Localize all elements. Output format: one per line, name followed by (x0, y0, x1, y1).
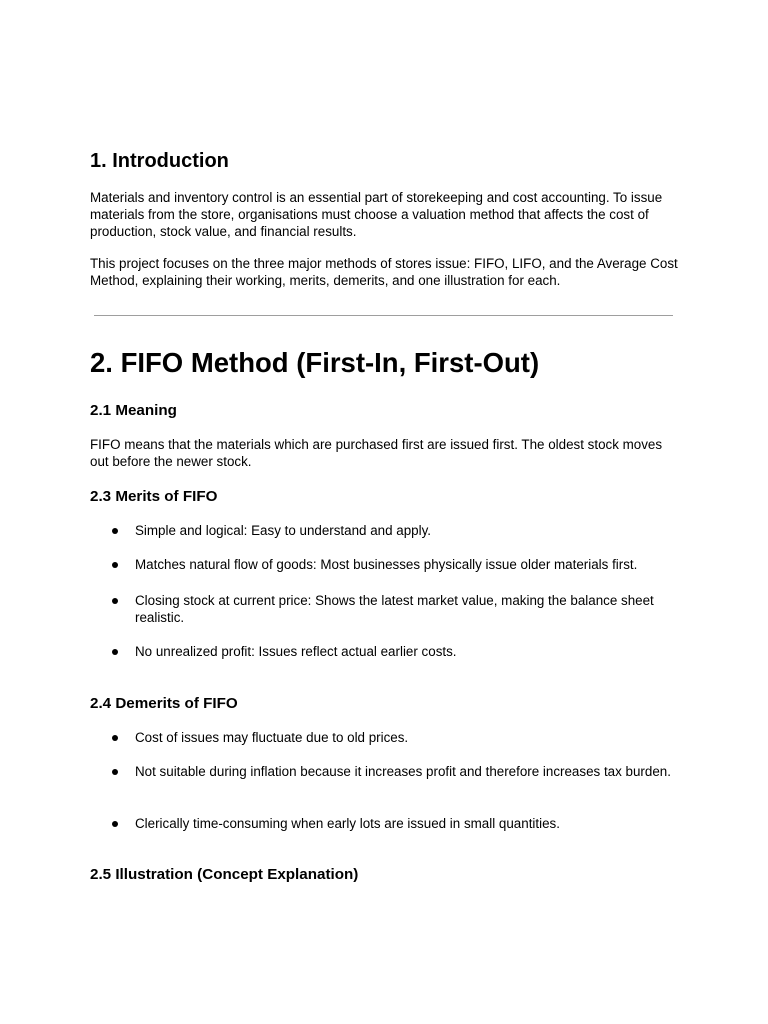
bullet-icon (112, 769, 118, 775)
section-heading-introduction: 1. Introduction (90, 150, 229, 172)
list-item-text: Simple and logical: Easy to understand and apply. (135, 523, 432, 538)
subheading-demerits: 2.4 Demerits of FIFO (90, 695, 238, 712)
bullet-icon (112, 735, 118, 741)
list-item-text: Closing stock at current price: Shows the latest market value, making the balance sheet realistic. (135, 593, 654, 625)
subheading-meaning: 2.1 Meaning (90, 402, 177, 419)
bullet-icon (112, 821, 118, 827)
section-heading-fifo: 2. FIFO Method (First-In, First-Out) (90, 347, 540, 378)
bullet-icon (112, 598, 118, 604)
bullet-icon (112, 528, 118, 534)
subheading-merits: 2.3 Merits of FIFO (90, 488, 218, 505)
list-item-text: Not suitable during inflation because it increases profit and therefore increases tax burden. (135, 764, 671, 779)
intro-paragraph-1: Materials and inventory control is an essential part of storekeeping and cost accounting. To issue materials from the store, organisations must choose a valuation method that affects the cost of production, stock value, and financial results. (90, 190, 663, 239)
list-item-text: No unrealized profit: Issues reflect actual earlier costs. (135, 644, 457, 659)
list-item-text: Cost of issues may fluctuate due to old prices. (135, 730, 409, 745)
horizontal-divider (94, 315, 673, 316)
list-item-text: Clerically time-consuming when early lots are issued in small quantities. (135, 816, 560, 831)
bullet-icon (112, 649, 118, 655)
bullet-icon (112, 562, 118, 568)
intro-paragraph-2: This project focuses on the three major methods of stores issue: FIFO, LIFO, and the Average Cost Method, explaining their working, merits, demerits, and one illustration for each. (90, 256, 678, 288)
meaning-paragraph: FIFO means that the materials which are purchased first are issued first. The oldest stock moves out before the newer stock. (90, 437, 663, 469)
subheading-illustration: 2.5 Illustration (Concept Explanation) (90, 866, 359, 883)
list-item-text: Matches natural flow of goods: Most businesses physically issue older materials first. (135, 557, 638, 572)
